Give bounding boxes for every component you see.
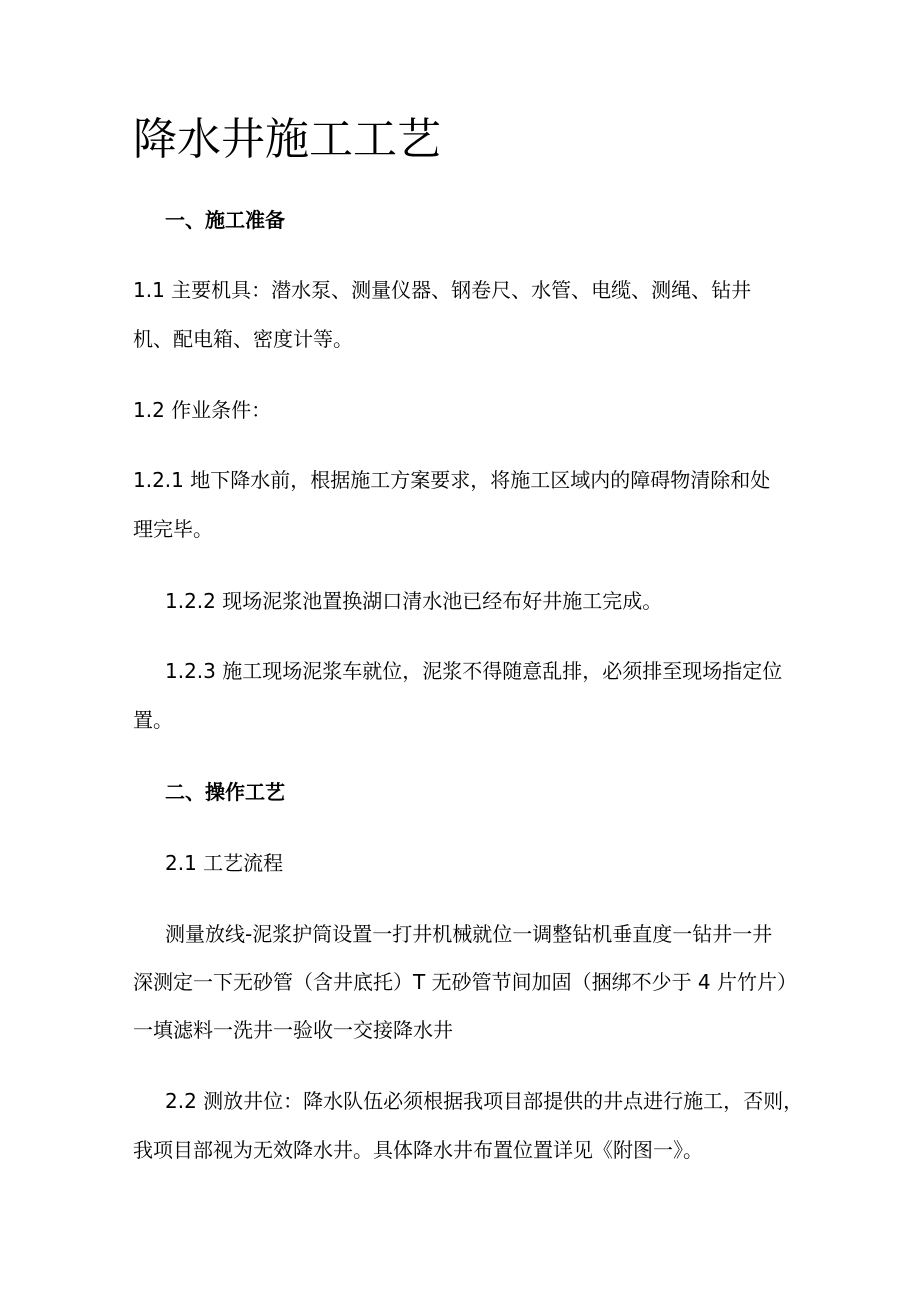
process-flow-line-2: 深测定一下无砂管（含井底托）T 无砂管节间加固（捆绑不少于 4 片竹片） <box>133 970 798 994</box>
paragraph-1-2-1-line-1: 1.2.1 地下降水前，根据施工方案要求，将施工区域内的障碍物清除和处 <box>133 468 771 492</box>
paragraph-1-1-line-2: 机、配电箱、密度计等。 <box>133 327 353 351</box>
paragraph-1-2-2: 1.2.2 现场泥浆池置换湖口清水池已经布好井施工完成。 <box>165 589 663 613</box>
document-title: 降水井施工工艺 <box>133 114 441 165</box>
section-heading-preparation: 一、施工准备 <box>165 208 285 232</box>
paragraph-1-2-3-line-1: 1.2.3 施工现场泥浆车就位，泥浆不得随意乱排，必须排至现场指定位 <box>165 659 783 683</box>
paragraph-2-2-line-1: 2.2 测放井位：降水队伍必须根据我项目部提供的井点进行施工，否则， <box>165 1089 804 1113</box>
paragraph-1-2: 1.2 作业条件： <box>133 398 272 422</box>
paragraph-1-2-3-line-2: 置。 <box>133 708 173 732</box>
process-flow-line-1: 测量放线-泥浆护筒设置一打井机械就位一调整钻机垂直度一钻井一井 <box>165 922 773 946</box>
paragraph-1-1-line-1: 1.1 主要机具：潜水泵、测量仪器、钢卷尺、水管、电缆、测绳、钻井 <box>133 278 752 302</box>
process-flow-line-3: 一填滤料一洗井一验收一交接降水井 <box>133 1018 453 1042</box>
section-heading-operation: 二、操作工艺 <box>165 780 285 804</box>
paragraph-2-1: 2.1 工艺流程 <box>165 851 284 875</box>
paragraph-2-2-line-2: 我项目部视为无效降水井。具体降水井布置位置详见《附图一》。 <box>133 1138 703 1162</box>
paragraph-1-2-1-line-2: 理完毕。 <box>133 517 213 541</box>
